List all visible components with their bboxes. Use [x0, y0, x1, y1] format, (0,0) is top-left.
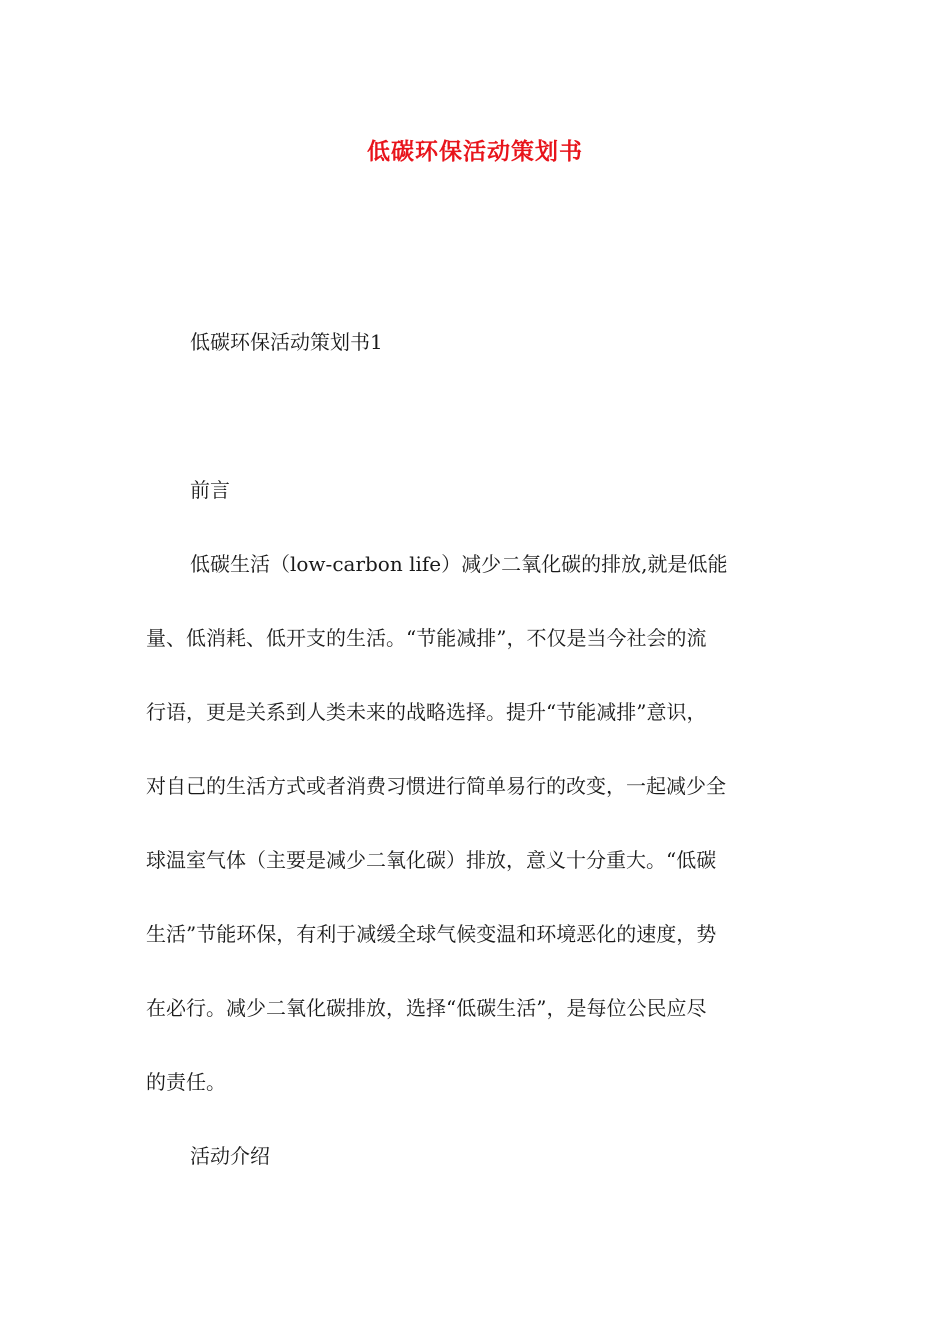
- preface-line-6: 生活”节能环保，有利于减缓全球气候变温和环境恶化的速度，势: [146, 922, 717, 946]
- preface-line-7: 在必行。减少二氧化碳排放，选择“低碳生活”，是每位公民应尽: [146, 996, 707, 1020]
- preface-line-5: 球温室气体（主要是减少二氧化碳）排放，意义十分重大。“低碳: [146, 848, 717, 872]
- preface-line-1: 低碳生活（low-carbon life）减少二氧化碳的排放,就是低能: [190, 552, 728, 576]
- section-heading: 低碳环保活动策划书1: [190, 330, 383, 354]
- document-title: 低碳环保活动策划书: [367, 138, 583, 165]
- activity-heading: 活动介绍: [190, 1144, 270, 1168]
- preface-line-8: 的责任。: [146, 1070, 226, 1094]
- preface-heading: 前言: [190, 478, 230, 502]
- preface-line-3: 行语，更是关系到人类未来的战略选择。提升“节能减排”意识，: [146, 700, 707, 724]
- preface-line-4: 对自己的生活方式或者消费习惯进行简单易行的改变，一起减少全: [146, 774, 726, 798]
- preface-line-2: 量、低消耗、低开支的生活。“节能减排”，不仅是当今社会的流: [146, 626, 707, 650]
